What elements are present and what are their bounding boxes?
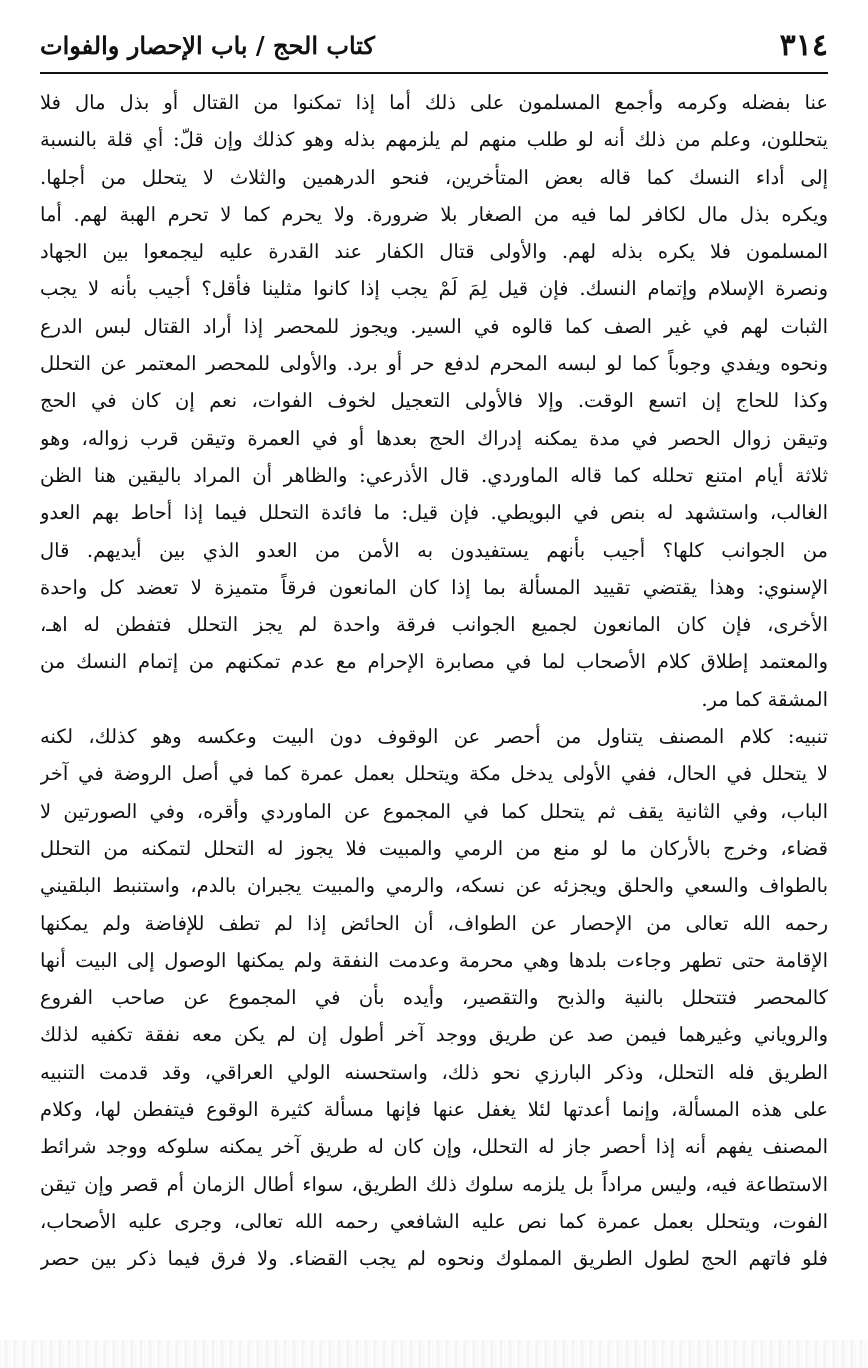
text-line: ونحوه ويفدي وجوباً كما لو لبسه المحرم لدفع حر أو برد. والأولى للمحصر المعتمر عن التحلل — [40, 352, 828, 376]
text-line: الاستطاعة فيه، وليس مراداً بل يلزمه سلوك ذلك الطريق، سواء أطال الزمان أم قصر وإن تيقن — [40, 1172, 828, 1196]
text-line: إلى أداء النسك كما قاله بعض المتأخرين، فنحو الدرهمين والثلاث لا يتحلل من أجلها. — [40, 165, 828, 189]
text-line: لا يتحلل في الحال، ففي الأولى يدخل مكة ويتحلل بعمل عمرة كما في أصل الروضة في آخر — [40, 762, 828, 786]
text-line: الثبات لهم في غير الصف كما قالوه في السير. ويجوز للمحصر إذا أراد القتال لبس الدرع — [40, 314, 828, 338]
text-line: الطريق فله التحلل، وذكر البارزي نحو ذلك، واستحسنه الولي العراقي، وقد قدمت التنبيه — [40, 1060, 828, 1084]
text-line: الأخرى، فإن كان المانعون لجميع الجوانب فرقة واحدة لم يجز التحلل فتفطن له اهـ، — [40, 613, 828, 637]
running-title: كتاب الحج / باب الإحصار والفوات — [40, 31, 375, 60]
body-text — [40, 84, 828, 1278]
text-line: ونصرة الإسلام وإتمام النسك. فإن قيل لِمَ لَمْ يجب إذا كانوا مثلينا فأقل؟ أجيب بأنه لا يجب — [40, 277, 828, 301]
page-header — [40, 22, 828, 66]
text-line: وتيقن زوال الحصر في مدة يمكنه إدراك الحج بعدها أو في العمرة وتيقن قرب زواله، وهو — [40, 426, 828, 450]
text-line: يتحللون، وعلم من ذلك أنه لو طلب منهم لم يلزمهم بذله وهو كذلك وإن قلّ: أي قلة بالنسبة — [40, 128, 828, 152]
text-line: تنبيه: كلام المصنف يتناول من أحصر عن الوقوف دون البيت وعكسه وهو كذلك، لكنه — [40, 725, 828, 749]
text-line: قضاء، وخرج بالأركان ما لو منع من الرمي والمبيت فلا يجوز له التحلل لتمكنه من التحلل — [40, 836, 828, 860]
text-line: المصنف يفهم أنه إذا أحصر جاز له التحلل، وإن كان له طريق آخر يمكنه سلوكه ووجد شرائط — [40, 1135, 828, 1159]
text-line: من الجوانب كلها؟ أجيب بأنهم يستفيدون به الأمن من العدو الذي بين أيديهم. قال — [40, 538, 828, 562]
text-line: كالمحصر فتتحلل بالنية والذبح والتقصير، وأيده بأن في المجموع عن صاحب الفروع — [40, 986, 828, 1010]
text-line: الغالب، واستشهد له بنص في البويطي. فإن قيل: ما فائدة التحلل فيما إذا أحاط بهم العدو — [40, 501, 828, 525]
text-line: ويكره بذل مال لكافر لما فيه من الصغار بلا ضرورة. ولا يحرم كما لا تحرم الهبة لهم. أما — [40, 202, 828, 226]
text-line: والمعتمد إطلاق كلام الأصحاب لما في مصابرة الإحرام مع عدم تمكنهم من إتمام النسك من — [40, 650, 828, 674]
text-line: ثلاثة أيام امتنع تحلله كما قاله الماوردي. قال الأذرعي: والظاهر أن المراد باليقين هنا الظن — [40, 463, 828, 487]
text-line: الإقامة حتى تطهر وجاءت بلدها وهي محرمة وعدمت النفقة ولم يمكنها الوصول إلى البيت أنها — [40, 948, 828, 972]
page-number: ٣١٤ — [779, 28, 828, 63]
text-line: عنا بفضله وكرمه وأجمع المسلمون على ذلك أما إذا تمكنوا من القتال أو بذل مال فلا — [40, 91, 828, 114]
scan-edge-noise — [0, 1340, 868, 1368]
text-line: والروياني وغيرهما فيمن صد عن طريق ووجد آخر أطول إن لم يكن معه نفقة تكفيه لذلك — [40, 1023, 828, 1047]
text-line: على هذه المسألة، وإنما أعدتها لئلا يغفل عنها فإنها مسألة كثيرة الوقوع فيتفطن لها، وكلام — [40, 1098, 828, 1122]
text-line: وكذا للحاج إن اتسع الوقت. وإلا فالأولى التعجيل لخوف الفوات، نعم إن كان في الحج — [40, 389, 828, 413]
paragraph-end-line: المشقة كما مر. — [701, 687, 828, 711]
text-line: رحمه الله تعالى من الإحصار عن الطواف، أن الحائض إذا لم تطف للإفاضة ولم يمكنها — [40, 911, 828, 935]
text-line: فلو فاتهم الحج لطول الطريق المملوك ونحوه لم يجب القضاء. ولا فرق فيما ذكر بين حصر — [40, 1247, 828, 1271]
text-line: الباب، وفي الثانية يقف ثم يتحلل كما في المجموع عن الماوردي وأقره، وفي الصورتين لا — [40, 799, 828, 823]
header-divider — [40, 72, 828, 74]
text-line: الفوت، ويتحلل بعمل عمرة كما نص عليه الشافعي رحمه الله تعالى، وجرى عليه الأصحاب، — [40, 1209, 828, 1233]
text-line: الإسنوي: وهذا يقتضي تقييد المسألة بما إذا كان المانعون فرقاً متميزة لا تعضد كل واحدة — [40, 575, 828, 599]
text-line: المسلمون فلا يكره بذله لهم. والأولى قتال الكفار عند القدرة عليه ليجمعوا بين الجهاد — [40, 240, 828, 264]
text-line: بالطواف والسعي والحلق ويجزئه عن نسكه، والرمي والمبيت يجبران بالدم، واستنبط البلقيني — [40, 874, 828, 898]
